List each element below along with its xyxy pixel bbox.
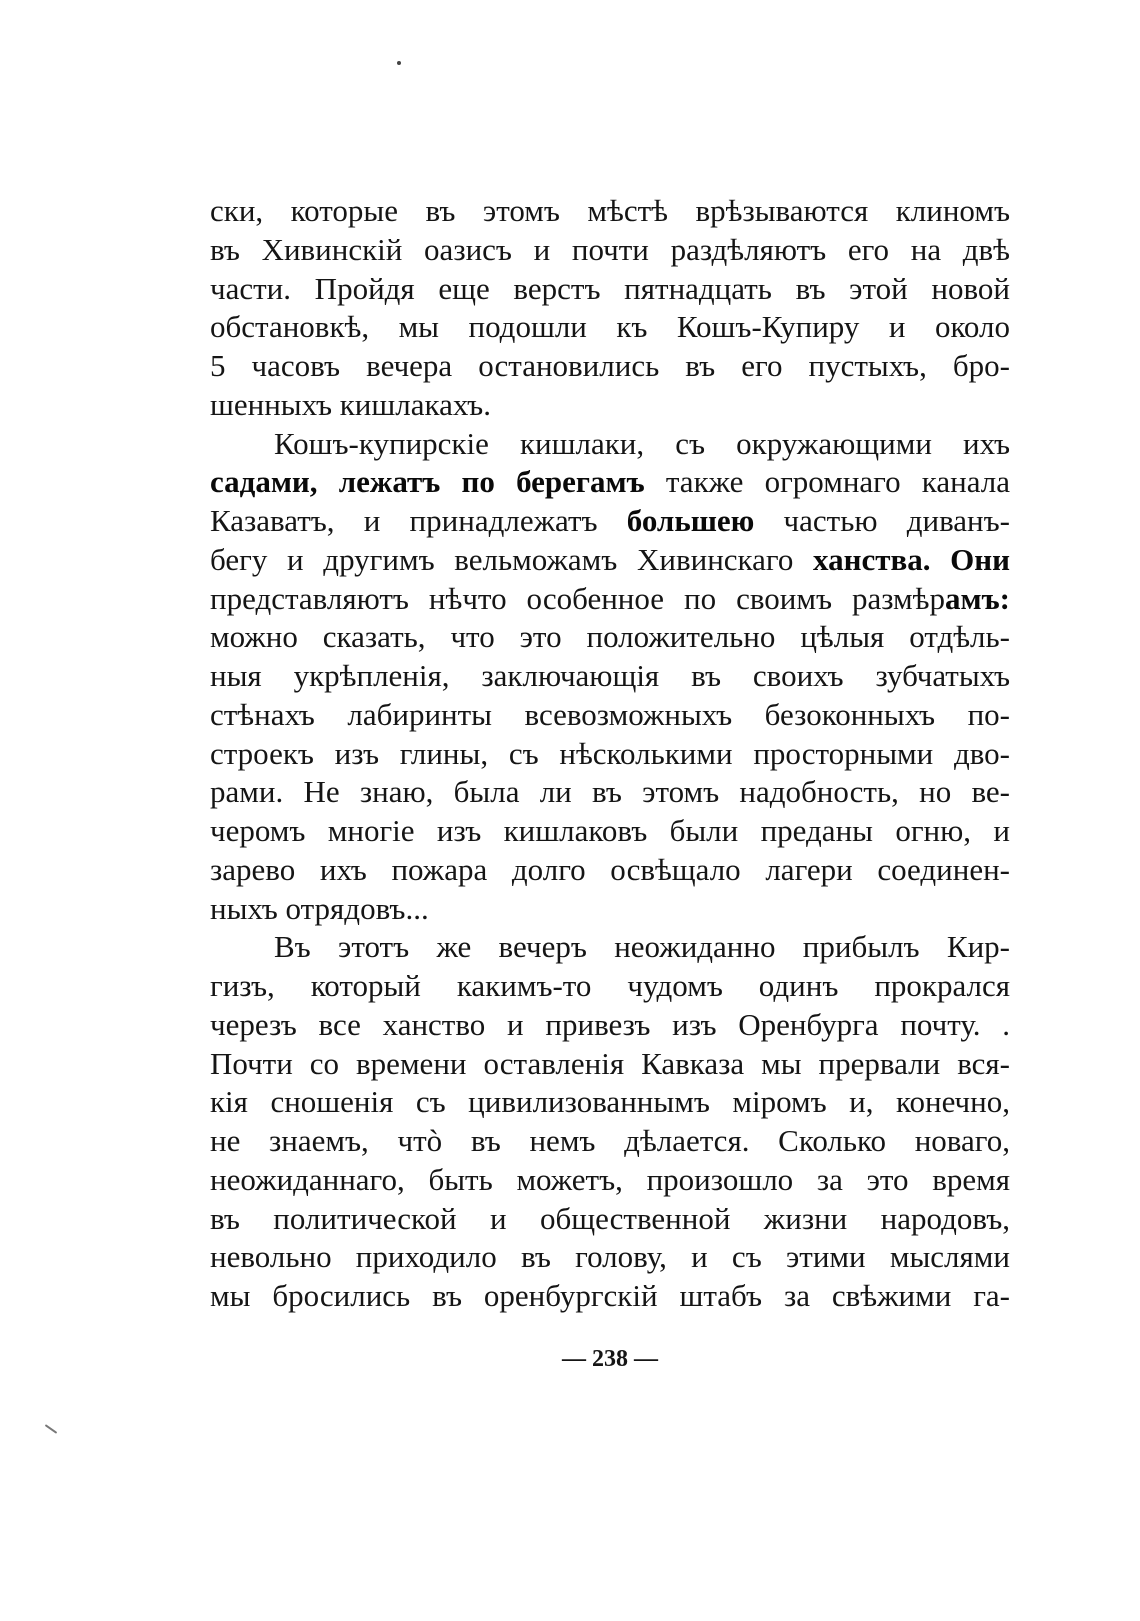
text-line xyxy=(210,580,1010,619)
page-text xyxy=(210,192,1010,1316)
text-line: въ политической и общественной жизни народовъ, xyxy=(210,1200,1010,1236)
text-line: рами. Не знаю, была ли въ этомъ надобность, но ве- xyxy=(210,774,1010,810)
text-segment: Казаватъ, и принадлежатъ xyxy=(210,503,627,538)
text-line: неожиданнаго, быть можетъ, произошло за это время xyxy=(210,1161,1010,1197)
text-line: 5 часовъ вечера остановились въ его пустыхъ, бро- xyxy=(210,348,1010,383)
text-line: шенныхъ кишлакахъ. xyxy=(210,386,491,422)
scan-speck xyxy=(397,61,401,65)
paragraph xyxy=(210,928,1010,1316)
text-line: Почти со времени оставленія Кавказа мы прервали вся- xyxy=(210,1045,1010,1081)
text-line: можно сказать, что это положительно цѣлыя отдѣль- xyxy=(210,619,1010,655)
page-number: — 238 — xyxy=(562,1346,658,1372)
text-line: ныя укрѣпленія, заключающія въ своихъ зубчатыхъ xyxy=(210,658,1010,693)
text-line: гизъ, который какимъ-то чудомъ одинъ прокрался xyxy=(210,968,1010,1003)
bold-text: садами, лежатъ по берегамъ xyxy=(210,464,645,500)
text-segment: также огромнаго канала xyxy=(644,464,1010,500)
text-line: черомъ многіе изъ кишлаковъ были преданы огню, и xyxy=(210,813,1010,848)
text-segment: частью диванъ- xyxy=(754,503,1011,538)
text-segment: представляютъ нѣчто особенное по своимъ размѣр xyxy=(210,580,945,616)
text-line: невольно приходило въ голову, и съ этими мыслями xyxy=(210,1239,1010,1275)
text-line: не знаемъ, чтò въ немъ дѣлается. Сколько новаго, xyxy=(210,1123,1010,1158)
text-line: ныхъ отрядовъ... xyxy=(210,890,429,926)
text-line: Въ этотъ же вечеръ неожиданно прибылъ Кир- xyxy=(274,929,1010,965)
paragraph xyxy=(210,192,1010,425)
text-segment: бегу и другимъ вельможамъ Хивинскаго xyxy=(210,541,814,577)
text-line: части. Пройдя еще верстъ пятнадцать въ этой новой xyxy=(210,270,1010,306)
text-line: въ Хивинскій оазисъ и почти раздѣляютъ его на двѣ xyxy=(210,231,1010,267)
text-line: Кошъ-купирскіе кишлаки, съ окружающими ихъ xyxy=(274,425,1010,461)
text-line xyxy=(210,541,1010,580)
scan-speck xyxy=(45,1424,58,1434)
paragraph xyxy=(210,425,1010,929)
text-line: строекъ изъ глины, съ нѣсколькими просторными дво- xyxy=(210,735,1010,771)
text-line xyxy=(210,502,1010,541)
text-line: кія сношенія съ цивилизованнымъ міромъ и, конечно, xyxy=(210,1084,1010,1120)
bold-text: большею xyxy=(626,503,755,538)
text-line xyxy=(210,463,1010,502)
text-line: ски, которые въ этомъ мѣстѣ врѣзываются клиномъ xyxy=(210,193,1010,228)
text-line: мы бросились въ оренбургскій штабъ за свѣжими га- xyxy=(210,1278,1010,1313)
bold-text: ханства. Они xyxy=(813,541,1010,577)
text-line: стѣнахъ лабиринты всевозможныхъ безоконныхъ по- xyxy=(210,696,1010,732)
text-line: обстановкѣ, мы подошли къ Кошъ-Купиру и около xyxy=(210,309,1010,345)
bold-text: амъ: xyxy=(944,580,1010,616)
text-line: зарево ихъ пожара долго освѣщало лагери соединен- xyxy=(210,851,1010,887)
text-line: черезъ все ханство и привезъ изъ Оренбурга почту. . xyxy=(210,1006,1010,1042)
